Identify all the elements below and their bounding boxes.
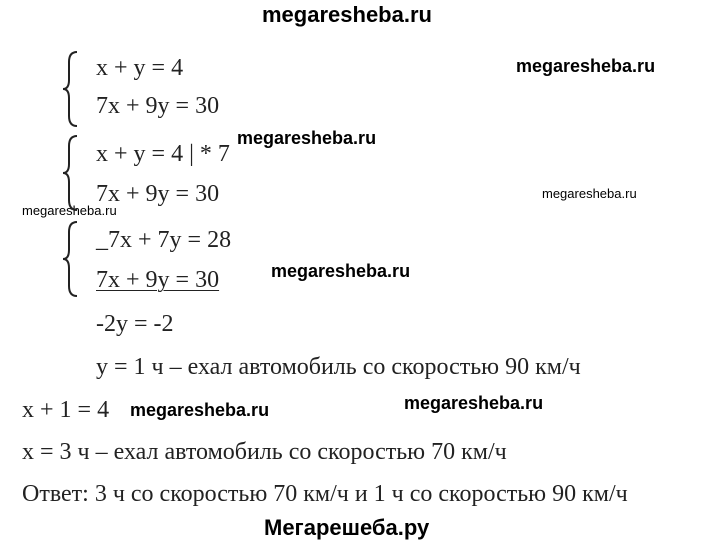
- watermark: megaresheba.ru: [542, 186, 637, 201]
- substitution-line: x + 1 = 4: [22, 397, 110, 423]
- brace-icon: [62, 50, 80, 128]
- y-result-line: y = 1 ч – ехал автомобиль со скоростью 90 км/ч: [96, 354, 581, 380]
- difference-line: -2y = -2: [96, 311, 174, 337]
- system1-equation2: 7x + 9y = 30: [96, 93, 220, 119]
- watermark-top: megaresheba.ru: [262, 2, 432, 27]
- watermark: megaresheba.ru: [22, 203, 117, 218]
- system3-equation2: 7x + 9y = 30: [96, 267, 220, 293]
- watermark-bottom: Мегарешеба.ру: [264, 515, 430, 540]
- watermark: megaresheba.ru: [237, 128, 377, 148]
- answer-line: Ответ: 3 ч со скоростью 70 км/ч и 1 ч со скоростью 90 км/ч: [22, 481, 628, 507]
- watermark: megaresheba.ru: [516, 56, 656, 76]
- x-result-line: x = 3 ч – ехал автомобиль со скоростью 70 км/ч: [22, 439, 507, 465]
- brace-icon: [62, 220, 80, 298]
- brace-icon: [62, 134, 80, 212]
- watermark: megaresheba.ru: [130, 400, 270, 420]
- watermark: megaresheba.ru: [271, 261, 411, 281]
- system3-equation1: _7x + 7y = 28: [96, 227, 232, 253]
- system2-equation1: x + y = 4 | * 7: [96, 141, 230, 167]
- watermark: megaresheba.ru: [404, 393, 544, 413]
- system2-equation2: 7x + 9y = 30: [96, 181, 220, 207]
- system1-equation1: x + y = 4: [96, 55, 184, 81]
